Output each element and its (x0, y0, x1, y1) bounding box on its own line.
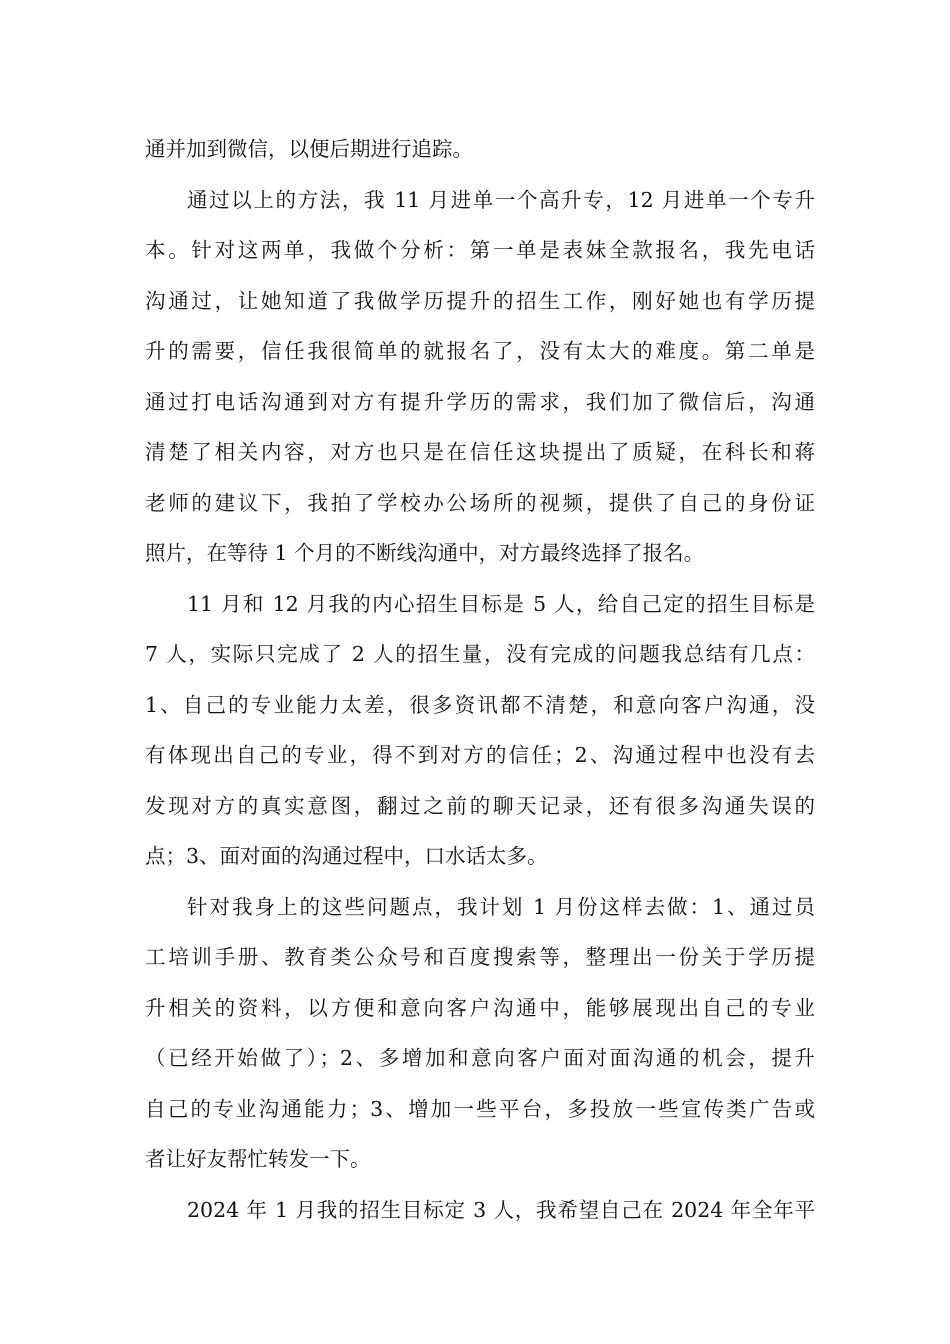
text-line: 发现对方的真实意图，翻过之前的聊天记录，还有很多沟通失误的 (145, 793, 815, 818)
paragraph-start-line: 通过以上的方法，我 11 月进单一个高升专，12 月进单一个专升 (187, 187, 815, 212)
text-line: 点；3、面对面的沟通过程中，口水话太多。 (145, 844, 548, 868)
text-line: 本。针对这两单，我做个分析：第一单是表妹全款报名，我先电话 (145, 238, 815, 262)
paragraph-start-line: 11 月和 12 月我的内心招生目标是 5 人，给自己定的招生目标是 (187, 591, 815, 616)
paragraph-start-line: 2024 年 1 月我的招生目标定 3 人，我希望自己在 2024 年全年平 (187, 1197, 815, 1222)
text-line: 清楚了相关内容，对方也只是在信任这块提出了质疑，在科长和蒋 (145, 440, 815, 464)
text-line: （已经开始做了）；2、多增加和意向客户面对面沟通的机会，提升 (145, 1046, 815, 1070)
text-line: 者让好友帮忙转发一下。 (145, 1147, 371, 1171)
paragraph-start-line: 针对我身上的这些问题点，我计划 1 月份这样去做：1、通过员 (187, 894, 815, 919)
text-line: 老师的建议下，我拍了学校办公场所的视频，提供了自己的身份证 (145, 490, 815, 515)
text-line: 通过打电话沟通到对方有提升学历的需求，我们加了微信后，沟通 (145, 389, 815, 414)
text-line: 自己的专业沟通能力；3、增加一些平台，多投放一些宣传类广告或 (145, 1096, 815, 1121)
text-line: 1、自己的专业能力太差，很多资讯都不清楚，和意向客户沟通，没 (145, 692, 815, 717)
text-line: 7 人，实际只完成了 2 人的招生量，没有完成的问题我总结有几点： (145, 642, 815, 666)
text-line: 升相关的资料，以方便和意向客户沟通中，能够展现出自己的专业 (145, 995, 815, 1020)
text-line: 照片，在等待 1 个月的不断线沟通中，对方最终选择了报名。 (145, 541, 705, 565)
text-line: 沟通过，让她知道了我做学历提升的招生工作，刚好她也有学历提 (145, 288, 815, 313)
text-line: 升的需要，信任我很简单的就报名了，没有太大的难度。第二单是 (145, 339, 815, 363)
text-line: 通并加到微信，以便后期进行追踪。 (145, 137, 473, 161)
text-line: 工培训手册、教育类公众号和百度搜索等，整理出一份关于学历提 (145, 945, 815, 969)
document-body (145, 124, 815, 1235)
text-line: 有体现出自己的专业，得不到对方的信任；2、沟通过程中也没有去 (145, 743, 815, 767)
